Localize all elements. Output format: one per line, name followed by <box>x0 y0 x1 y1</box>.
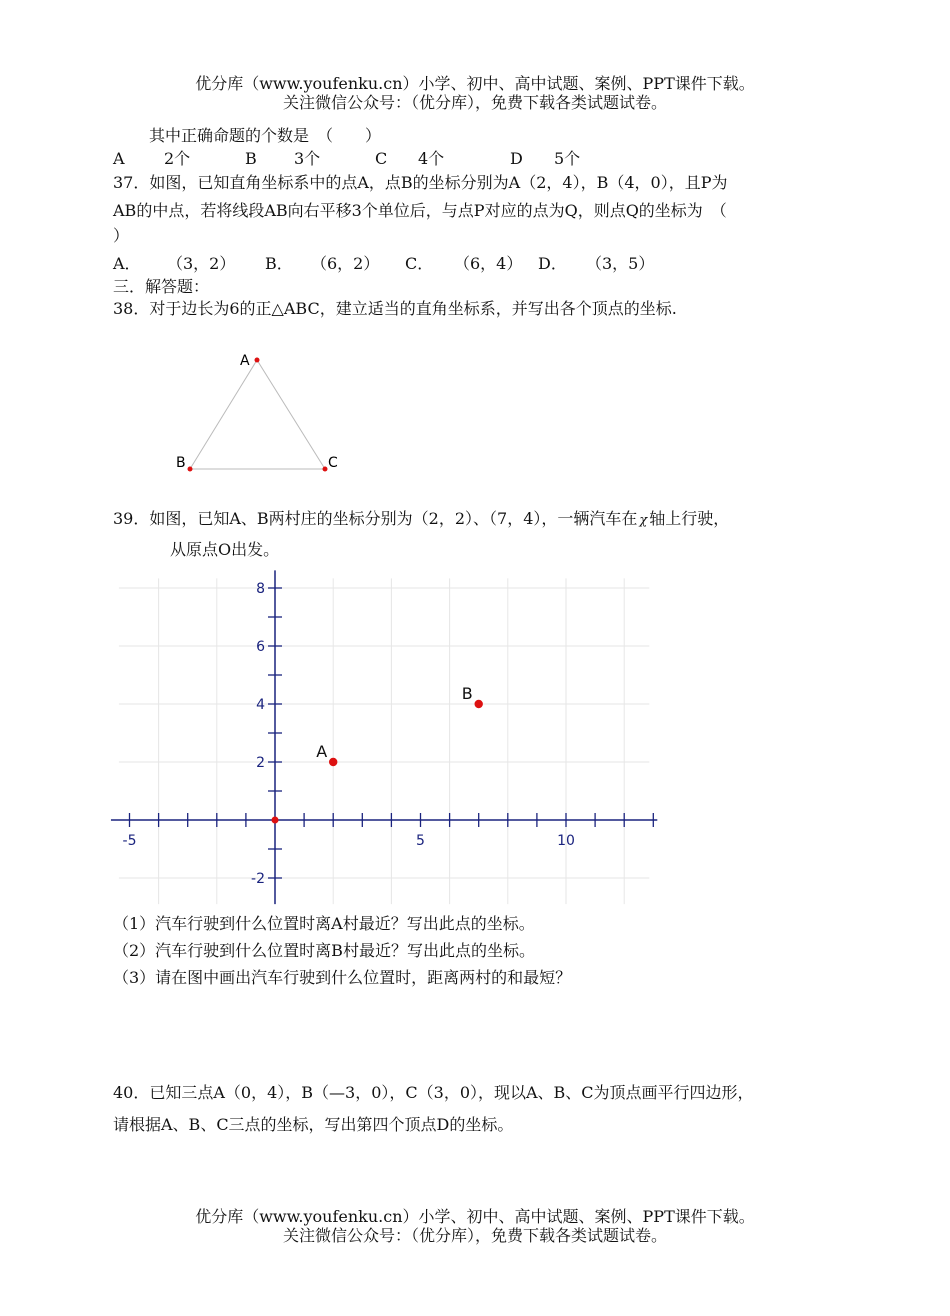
q36-option-c-text: 4个 <box>418 149 445 168</box>
section-heading: 三．解答题： <box>113 277 210 296</box>
label-b: B <box>176 455 186 471</box>
q36-stem: 其中正确命题的个数是 （ ） <box>149 126 382 145</box>
x-tick-label: 5 <box>416 833 425 849</box>
q36-option-d-letter: D <box>510 149 523 168</box>
q39-coordinate-chart <box>110 570 670 910</box>
q37-option-b-text: （6，2） <box>311 254 380 273</box>
y-tick-label: 4 <box>256 697 265 713</box>
y-tick-label: 2 <box>256 755 265 771</box>
q37-options <box>113 254 654 273</box>
q37-option-c-letter: C． <box>405 254 434 273</box>
q37-option-d-text: （3，5） <box>586 254 655 273</box>
q37-option-a-text: （3，2） <box>167 254 236 273</box>
q39-sub-2: （2）汽车行驶到什么位置时离B村最近？写出此点的坐标。 <box>113 941 535 960</box>
q36-option-d-text: 5个 <box>554 149 581 168</box>
header-line-1: 优分库（www.youfenku.cn）小学、初中、高中试题、案例、PPT课件下载。 <box>195 74 755 93</box>
q37-option-d-letter: D． <box>538 254 567 273</box>
point-b <box>475 700 483 708</box>
header-line-2: 关注微信公众号：（优分库），免费下载各类试题试卷。 <box>282 93 667 112</box>
y-tick-label: 8 <box>256 581 265 597</box>
q36-option-c-letter: C <box>375 149 388 168</box>
q36-option-a-text: 2个 <box>164 149 191 168</box>
q37-option-a-letter: A． <box>113 254 141 273</box>
point-a <box>329 758 337 766</box>
q36-option-a-letter: A <box>113 149 125 168</box>
point-label-b: B <box>461 684 473 703</box>
x-tick-label: 10 <box>557 833 575 849</box>
q37-line-2: AB的中点，若将线段AB向右平移3个单位后，与点P对应的点为Q，则点Q的坐标为 （ <box>113 201 727 220</box>
q39-line-1 <box>113 509 729 529</box>
q37-option-b-letter: B． <box>265 254 293 273</box>
vertex-c <box>323 467 328 472</box>
footer-line-1: 优分库（www.youfenku.cn）小学、初中、高中试题、案例、PPT课件下载。 <box>195 1207 755 1226</box>
triangle-abc <box>190 360 325 469</box>
q40-line-1: 40．已知三点A（0，4），B（—3，0），C（3，0），现以A、B、C为顶点画平行四边形， <box>113 1083 754 1102</box>
q37-line-1: 37．如图，已知直角坐标系中的点A，点B的坐标分别为A（2，4），B（4，0），且P为 <box>113 173 728 192</box>
q39-sub-3: （3）请在图中画出汽车行驶到什么位置时，距离两村的和最短？ <box>113 968 572 987</box>
q38-text: 38．对于边长为6的正△ABC，建立适当的直角坐标系，并写出各个顶点的坐标. <box>113 299 677 318</box>
y-tick-label: -2 <box>251 871 265 887</box>
label-a: A <box>240 353 250 369</box>
q36-option-b-letter: B <box>245 149 257 168</box>
x-tick-label: -5 <box>122 833 137 849</box>
vertex-b <box>188 467 193 472</box>
q39-axis-symbol: χ <box>639 513 648 528</box>
point-label-a: A <box>316 742 328 761</box>
label-c: C <box>328 455 338 471</box>
y-tick-label: 6 <box>256 639 265 655</box>
q37-option-c-text: （6，4） <box>454 254 523 273</box>
q37-line-3: ） <box>113 226 130 245</box>
q39-sub-1: （1）汽车行驶到什么位置时离A村最近？写出此点的坐标。 <box>113 914 535 933</box>
vertex-a <box>255 358 260 363</box>
footer-line-2: 关注微信公众号：（优分库），免费下载各类试题试卷。 <box>282 1226 667 1245</box>
q40-line-2: 请根据A、B、C三点的坐标，写出第四个顶点D的坐标。 <box>113 1115 514 1134</box>
q36-option-b-text: 3个 <box>294 149 321 168</box>
q39-line-1-end: 轴上行驶， <box>649 509 730 528</box>
q39-line-1-text: 39．如图，已知A、B两村庄的坐标分别为（2，2）、（7，4），一辆汽车在 <box>113 509 638 528</box>
point-o <box>272 817 279 824</box>
q36-options <box>113 149 580 168</box>
q39-line-2: 从原点O出发。 <box>170 540 280 559</box>
q38-triangle-figure <box>160 345 360 480</box>
